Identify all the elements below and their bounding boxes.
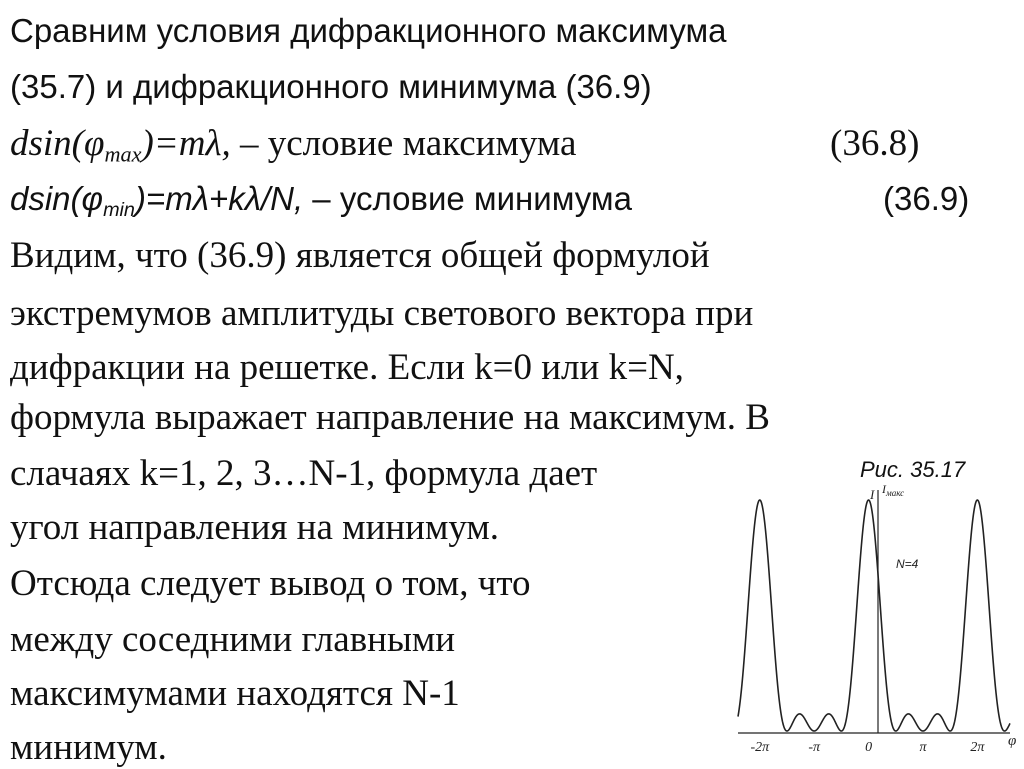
- n-label: N=4: [896, 557, 919, 571]
- intro-line-2: (35.7) и дифракционного минимума (36.9): [10, 68, 652, 105]
- x-tick-label: π: [919, 740, 927, 755]
- figure-caption: Рис. 35.17: [860, 457, 966, 482]
- peak-label-main: I: [882, 482, 886, 496]
- body-line-9: максимумами находятся N-1: [10, 673, 460, 714]
- x-axis-label: φ: [1008, 733, 1017, 749]
- peak-label: [881, 482, 904, 498]
- equation-min-description: – условие минимума: [303, 180, 632, 217]
- equation-max-subscript: max: [104, 141, 142, 167]
- intro-line-1: Сравним условия дифракционного максимума: [10, 12, 727, 49]
- body-line-2: экстремумов амплитуды светового вектора при: [10, 293, 754, 334]
- body-line-3: дифракции на решетке. Если k=0 или k=N,: [10, 347, 684, 388]
- equation-minimum: [10, 180, 632, 221]
- body-line-6: угол направления на минимум.: [10, 507, 500, 548]
- equation-max-lhs: dsin(φ: [10, 123, 105, 164]
- diffraction-intensity-figure: [720, 455, 1024, 767]
- body-line-5: слачаях k=1, 2, 3…N-1, формула дает: [10, 453, 598, 494]
- body-line-8: между соседними главными: [10, 619, 456, 660]
- equation-min-lhs: dsin(φ: [10, 180, 104, 217]
- equation-max-description: – условие максимума: [230, 123, 577, 164]
- x-tick-label: 2π: [970, 740, 985, 755]
- x-tick-label: -2π: [750, 740, 770, 755]
- y-axis-label: I: [870, 487, 875, 502]
- peak-label-subscript: макс: [886, 488, 905, 498]
- equation-max-number: (36.8): [830, 123, 920, 164]
- equation-min-subscript: min: [103, 198, 135, 221]
- body-line-10: минимум.: [10, 727, 167, 768]
- equation-maximum: [10, 122, 576, 165]
- equation-min-rhs: )=mλ+kλ/N,: [134, 180, 304, 217]
- x-tick-labels: [750, 740, 985, 755]
- equation-max-rhs: )=mλ,: [141, 123, 231, 164]
- x-tick-label: -π: [808, 740, 821, 755]
- intensity-curve: [738, 500, 1010, 731]
- body-line-4: формула выражает направление на максимум. В: [10, 397, 770, 438]
- body-line-1: Видим, что (36.9) является общей формулой: [10, 235, 710, 276]
- equation-min-number: (36.9): [883, 180, 970, 217]
- x-tick-label: 0: [865, 740, 873, 755]
- body-line-7: Отсюда следует вывод о том, что: [10, 563, 531, 604]
